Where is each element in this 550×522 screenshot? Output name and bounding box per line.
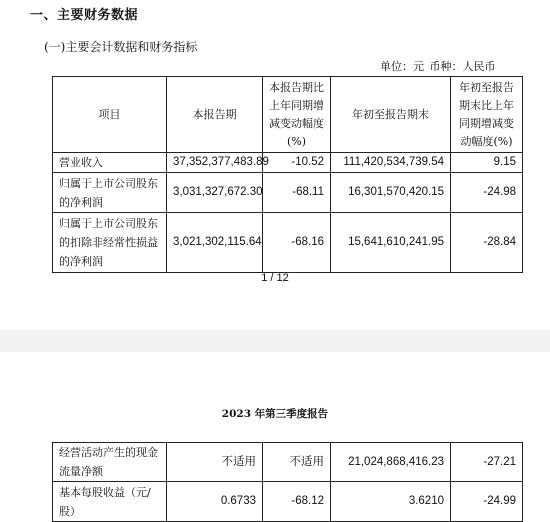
row-ytd-change: -28.84 bbox=[451, 213, 523, 273]
row-current: 0.6733 bbox=[167, 482, 263, 522]
row-yoy: -68.12 bbox=[263, 482, 331, 522]
row-current: 37,352,377,483.89 bbox=[167, 153, 263, 173]
subsection-title: (一)主要会计数据和财务指标 bbox=[44, 40, 198, 54]
row-ytd: 3.6210 bbox=[331, 482, 451, 522]
table-row bbox=[53, 153, 523, 173]
table-row bbox=[53, 482, 523, 522]
row-ytd: 15,641,610,241.95 bbox=[331, 213, 451, 273]
row-item: 基本每股收益（元/股） bbox=[53, 482, 167, 522]
row-yoy: -68.11 bbox=[263, 173, 331, 213]
row-item: 归属于上市公司股东的扣除非经常性损益的净利润 bbox=[53, 213, 167, 273]
header-ytd: 年初至报告期末 bbox=[331, 77, 451, 153]
row-ytd-change: -24.99 bbox=[451, 482, 523, 522]
row-current: 3,021,302,115.64 bbox=[167, 213, 263, 273]
report-header-title: 2023 年第三季度报告 bbox=[221, 408, 329, 420]
row-item: 营业收入 bbox=[53, 153, 167, 173]
row-ytd-change: 9.15 bbox=[451, 153, 523, 173]
header-yoy-change: 本报告期比上年同期增减变动幅度(%) bbox=[263, 77, 331, 153]
financial-indicators-table-continued bbox=[52, 442, 523, 522]
header-item: 项目 bbox=[53, 77, 167, 153]
row-item: 归属于上市公司股东的净利润 bbox=[53, 173, 167, 213]
page-number: 1 / 12 bbox=[261, 272, 289, 284]
financial-indicators-table bbox=[52, 76, 523, 273]
page-separator bbox=[0, 330, 550, 352]
row-current: 不适用 bbox=[167, 443, 263, 482]
header-ytd-change: 年初至报告期末比上年同期增减变动幅度(%) bbox=[451, 77, 523, 153]
row-current: 3,031,327,672.30 bbox=[167, 173, 263, 213]
row-ytd: 21,024,868,416.23 bbox=[331, 443, 451, 482]
row-yoy: -10.52 bbox=[263, 153, 331, 173]
table-row bbox=[53, 443, 523, 482]
table-header-row bbox=[53, 77, 523, 153]
row-yoy: -68.16 bbox=[263, 213, 331, 273]
table-row bbox=[53, 173, 523, 213]
section-title: 一、主要财务数据 bbox=[30, 8, 139, 23]
row-ytd: 111,420,534,739.54 bbox=[331, 153, 451, 173]
header-current-period: 本报告期 bbox=[167, 77, 263, 153]
unit-currency-line: 单位：元 币种：人民币 bbox=[380, 60, 496, 73]
row-item: 经营活动产生的现金流量净额 bbox=[53, 443, 167, 482]
row-ytd-change: -24.98 bbox=[451, 173, 523, 213]
row-ytd: 16,301,570,420.15 bbox=[331, 173, 451, 213]
row-yoy: 不适用 bbox=[263, 443, 331, 482]
table-row bbox=[53, 213, 523, 273]
row-ytd-change: -27.21 bbox=[451, 443, 523, 482]
